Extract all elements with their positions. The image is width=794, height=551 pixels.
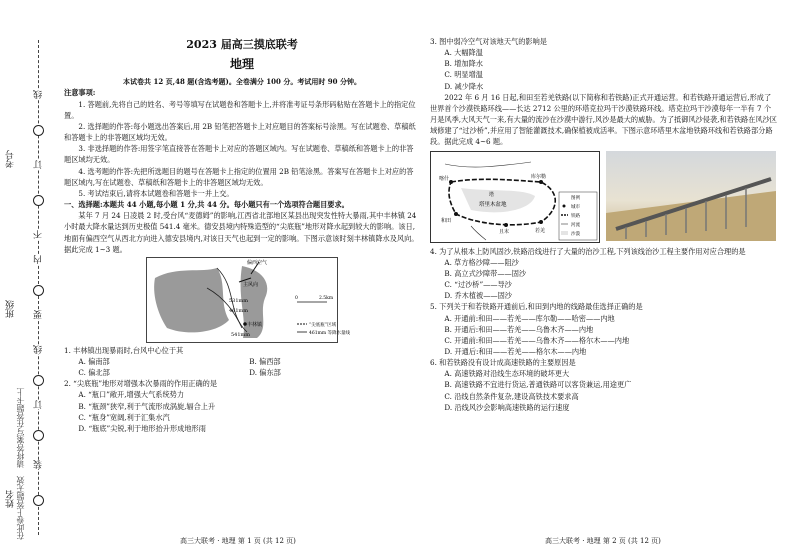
option: C. 开通前:和田——若羌——乌鲁木齐——格尔木——内地 [444,335,630,345]
river-line [445,162,531,167]
option: C. “过沙桥”——导沙 [444,280,512,290]
option: A. 大幅降温 [444,48,483,58]
map-label: 主风向 [243,281,259,288]
binding-circle [33,430,44,441]
map-legend-label: “尖底瓶”区域 [309,322,337,328]
option: C. 沿线自然条件复杂,建设高铁技术要求高 [444,391,579,401]
map-label: 丰林镇 [247,321,263,328]
option: B. “瓶颈”狭窄,利于气流形成涡旋,辐合上升 [78,401,216,411]
note-item: 1. 答题前,先将自己的姓名、考号等填写在试题卷和答题卡上,并将准考证号条形码粘贴在答题卡上的指定位置。 [64,99,416,120]
mountain-shading [154,268,229,332]
map-label: 和田 [441,217,452,224]
label-kaohao: 考号 [6,150,16,168]
question-stem: 5. 下列关于和若铁路开通前后,和田到内地的线路最佳选择正确的是 [430,302,643,312]
map-label: 531mm [229,297,249,304]
note-item: 4. 选考题的作答:先把所选题目的题号在答题卡上指定的位置用 2B 铅笔涂黑。答案写在答题卡上对应的答题区域内,写在试题卷、草稿纸和答题卡上的非答题区域均无效。 [64,166,414,187]
option: D. 沿线风沙会影响高速铁路的运行速度 [444,402,570,412]
binding-margin [0,0,62,551]
exam-title: 2023 届高三摸底联考 [186,38,298,51]
railway-bridge-photo [606,151,776,241]
legend-label: 沙漠 [571,231,580,237]
binding-nei: 内 [34,255,44,264]
footer-left: 高三大联考 · 地理 第 1 页 (共 12 页) [180,537,296,545]
option: B. 高立式沙障带——固沙 [444,268,527,278]
legend-city-icon [563,204,566,207]
binding-xian-1: 线 [34,90,44,99]
option: A. 高速铁路对沿线生态环境的破坏更大 [444,369,570,379]
option: D. 偏东部 [249,368,281,378]
binding-ding-2: 订 [34,400,44,409]
map-label: 且末 [499,228,510,235]
map-label: 偏西空气 [247,259,268,266]
scale-label: 0 [295,295,298,301]
binding-circle [33,125,44,136]
question-5 [430,301,778,357]
binding-bu: 不 [34,230,44,239]
option: B. 偏西部 [249,356,281,366]
binding-ding-1: 订 [34,160,44,169]
map-label: 461mm [229,307,249,314]
question-stem: 4. 为了从根本上防风固沙,铁路沿线进行了大量的治沙工程,下列该线治沙工程主要作用对应合理的是 [430,246,746,256]
option: A. 草方格沙障——阻沙 [444,257,519,267]
bridge-photo-svg [606,151,776,241]
option: D. 乔木植被——固沙 [444,291,512,301]
note-item: 3. 非选择题的作答:用签字笔直接答在答题卡上对应的答题区域内。写在试题卷、草稿纸和答题卡上的非答题区域均无效。 [64,144,414,165]
question-stem: 6. 和若铁路没有设计成高速铁路的主要原因是 [430,358,576,368]
exam-intro: 本试卷共 12 页,48 题(含选考题)。全卷满分 100 分。考试用时 90 分钟。 [123,76,361,86]
option: C. 明显增温 [444,70,483,80]
binding-circle [33,495,44,506]
city-qiemo [504,223,508,227]
question-stem: 1. 丰林镇出现暴雨时,台风中心位于其 [64,345,184,355]
legend-label: 河流 [571,222,580,228]
binding-circle [33,375,44,386]
option: B. 开通后:和田——若羌——乌鲁木齐——内地 [444,324,594,334]
option: A. 偏南部 [78,356,110,366]
scale-label: 2.5km [319,295,334,301]
option: C. “瓶身”宽阔,利于汇集水汽 [78,412,170,422]
question-2 [64,378,420,434]
question-4 [430,246,778,302]
option: A. “瓶口”敞开,增强大气系统势力 [78,390,185,400]
rainfall-map [146,257,351,343]
city-kashgar [449,180,453,184]
city-hotan [454,212,458,216]
city-ruoqiang [539,220,543,224]
question-6 [430,357,778,413]
legend-title: 图例 [571,195,580,201]
map-label: 塔 [489,191,495,198]
label-banji: 班级 [6,300,16,318]
binding-note: 在此卷上答题无效 请将答案写在答题卡上 [16,388,25,540]
page-right [430,36,778,413]
exam-subject: 地理 [229,57,254,72]
option: D. 开通后:和田——若羌——格尔木——内地 [444,346,587,356]
option: A. 开通前:和田——若羌——库尔勒——哈密——内地 [444,313,615,323]
question-1 [64,345,420,378]
legend-desert-icon [561,231,568,235]
railway-map-svg [431,152,599,242]
option: C. 偏北部 [78,368,110,378]
map-label: 喀什 [439,175,450,182]
question-stem: 3. 图中弱冷空气对该地天气的影响是 [430,37,547,46]
binding-zhuang: 装 [34,460,44,469]
page-left [64,36,420,434]
option: B. 高速铁路不宜进行货运,普通铁路可以客货兼运,用途更广 [444,380,632,390]
desert-area [461,188,535,212]
binding-circle [33,285,44,296]
option: B. 增加降水 [444,59,483,69]
legend-label: 城市 [571,204,580,210]
city-korla [539,180,543,184]
binding-yao: 要 [34,310,44,319]
note-item: 5. 考试结束后,请将本试题卷和答题卡一并上交。 [78,188,234,198]
option: D. 减少降水 [444,81,484,91]
question-stem: 2. “尖底瓶”地形对增强本次暴雨的作用正确的是 [64,379,218,389]
note-item: 2. 选择题的作答:每小题选出答案后,用 2B 铅笔把答题卡上对应题目的答案标号涂黑。写在试题卷、草稿纸和答题卡上的非答题区域均无效。 [64,121,416,143]
map-label: 541mm [231,331,251,338]
map-label: 库尔勒 [531,173,547,180]
question-3 [430,36,778,92]
legend-label: 铁路 [571,213,580,219]
option: D. “瓶底”尖锐,利于地形抬升形成地形雨 [78,423,206,433]
binding-xian-2: 线 [34,345,44,354]
map-legend-label: 461mm 等降水量线 [309,330,351,336]
river-line [471,226,486,240]
passage-2: 2022 年 6 月 16 日起,和田至若羌铁路(以下简称和若铁路)正式开通运营。和若铁路开通运营后,形成了世界首个沙漠铁路环线——长达 2712 公里的环塔克拉玛干沙漠铁路环线。塔克拉玛干沙漠每年一半有 7 个月是风季,大风天气一来,有大量的流沙在沙漠中游行,风沙是最大的威胁。为了抵御风沙侵袭,和若铁路在风沙区域修建了“过沙桥”,并应用了智能灌溉技术,确保植被成活率。下图示意环塔里木盆地铁路环线和若铁路部分路段。据此完成 4~6 题。 [430,92,777,147]
railway-map [430,151,600,243]
figure-row [430,151,778,243]
rainfall-map-svg [147,258,351,342]
footer-right: 高三大联考 · 地理 第 2 页 (共 12 页) [545,537,661,545]
notes-heading: 注意事项: [64,88,96,98]
label-xingming: 姓名 [6,490,16,508]
sand-dunes [606,191,776,241]
map-label: 若羌 [535,227,546,234]
map-label: 塔里木盆地 [479,201,507,208]
binding-circle [33,195,44,206]
passage-1: 某年 7 月 24 日凌晨 2 时,受台风“麦德姆”的影响,江西省北部地区某县出现突发性特大暴雨,其中丰林镇 24 小时最大降水量达到历史极值 541.4 毫米。德安县境内特殊造型的“尖底瓶”地形对降水起到较大的影响。该日,地面有偏西空气从西北方向进入德安县境内,对该日天气也起到一定的影响。下图示意该时刻丰林镇降水及风向。据此完成 1~3 题。 [64,211,419,254]
section-heading: 一、选择题:本题共 44 小题,每小题 1 分,共 44 分。每小题只有一个选项符合题目要求。 [64,200,349,210]
